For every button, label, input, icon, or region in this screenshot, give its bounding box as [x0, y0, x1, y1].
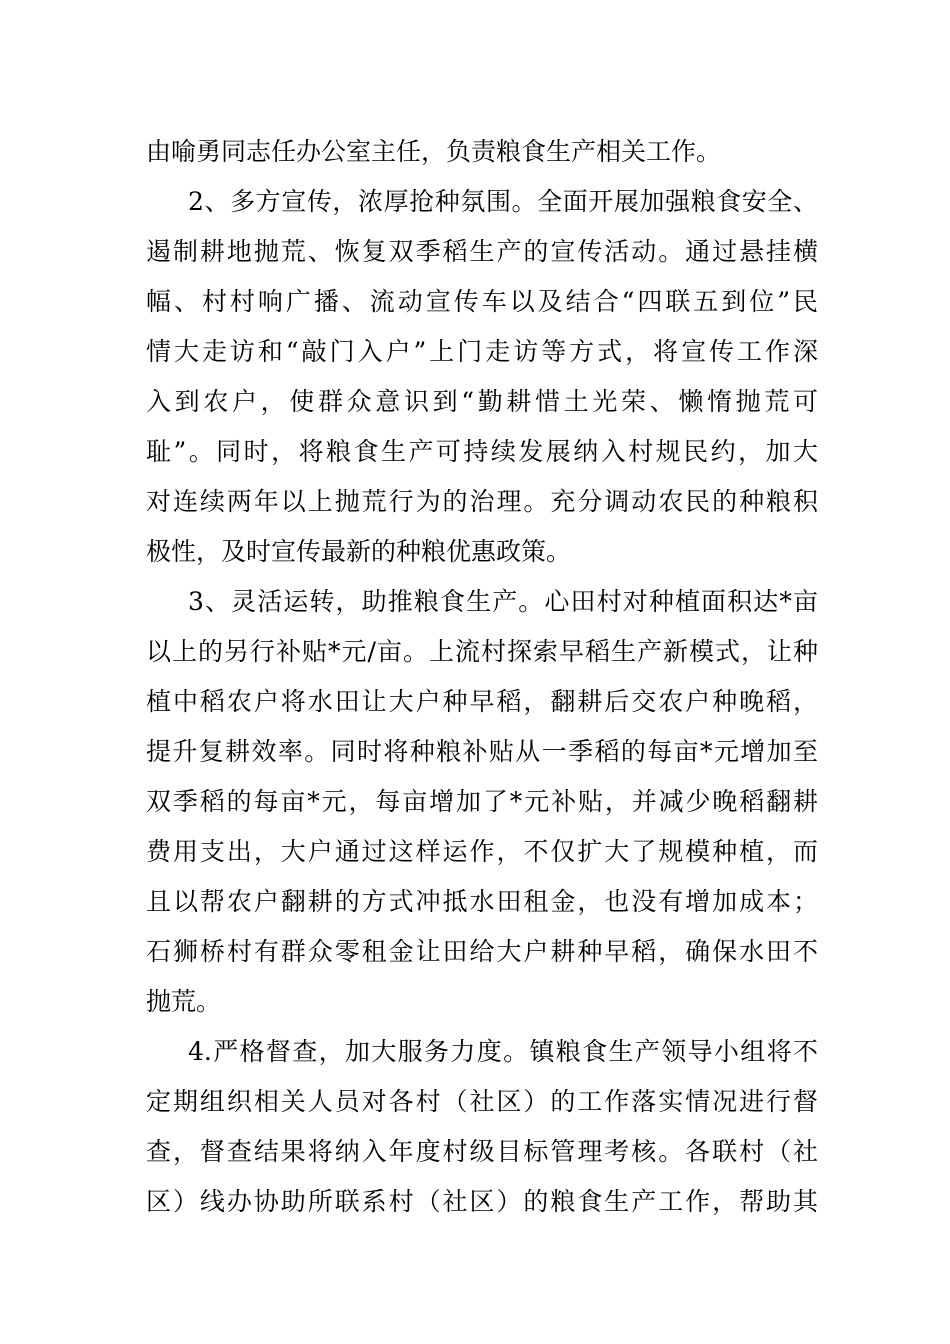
paragraph-line: 双季稻的每亩*元，每亩增加了*元补贴，并减少晚稻翻耕 [146, 787, 818, 816]
paragraph-line: 入到农户，使群众意识到“勤耕惜土光荣、懒惰抛荒可 [146, 387, 818, 416]
paragraph-line: 抛荒。 [146, 987, 222, 1016]
paragraph-line: 查，督查结果将纳入年度村级目标管理考核。各联村（社 [146, 1137, 818, 1166]
paragraph-4-first-line: 4.严格督查，加大服务力度。镇粮食生产领导小组将不 [188, 1037, 818, 1066]
paragraph-line: 定期组织相关人员对各村（社区）的工作落实情况进行督 [146, 1087, 818, 1116]
paragraph-line: 由喻勇同志任办公室主任，负责粮食生产相关工作。 [146, 137, 722, 166]
paragraph-2-first-line: 2、多方宣传，浓厚抢种氛围。全面开展加强粮食安全、 [188, 187, 818, 216]
paragraph-line: 以上的另行补贴*元/亩。上流村探索早稻生产新模式，让种 [146, 637, 818, 666]
paragraph-line: 区）线办协助所联系村（社区）的粮食生产工作，帮助其 [146, 1187, 818, 1216]
paragraph-line: 石狮桥村有群众零租金让田给大户耕种早稻，确保水田不 [146, 937, 818, 966]
paragraph-line: 提升复耕效率。同时将种粮补贴从一季稻的每亩*元增加至 [146, 737, 818, 766]
paragraph-3-first-line: 3、灵活运转，助推粮食生产。心田村对种植面积达*亩 [188, 587, 818, 616]
paragraph-line: 植中稻农户将水田让大户种早稻，翻耕后交农户种晚稻， [146, 687, 818, 716]
paragraph-line: 对连续两年以上抛荒行为的治理。充分调动农民的种粮积 [146, 487, 818, 516]
paragraph-line: 极性，及时宣传最新的种粮优惠政策。 [146, 537, 572, 566]
document-body [146, 127, 818, 1227]
paragraph-line: 费用支出，大户通过这样运作，不仅扩大了规模种植，而 [146, 837, 818, 866]
paragraph-line: 耻”。同时，将粮食生产可持续发展纳入村规民约，加大 [146, 437, 818, 466]
paragraph-line: 情大走访和“敲门入户”上门走访等方式，将宣传工作深 [146, 337, 818, 366]
paragraph-line: 幅、村村响广播、流动宣传车以及结合“四联五到位”民 [146, 287, 818, 316]
paragraph-line: 遏制耕地抛荒、恢复双季稻生产的宣传活动。通过悬挂横 [146, 237, 818, 266]
paragraph-line: 且以帮农户翻耕的方式冲抵水田租金，也没有增加成本； [146, 887, 818, 916]
